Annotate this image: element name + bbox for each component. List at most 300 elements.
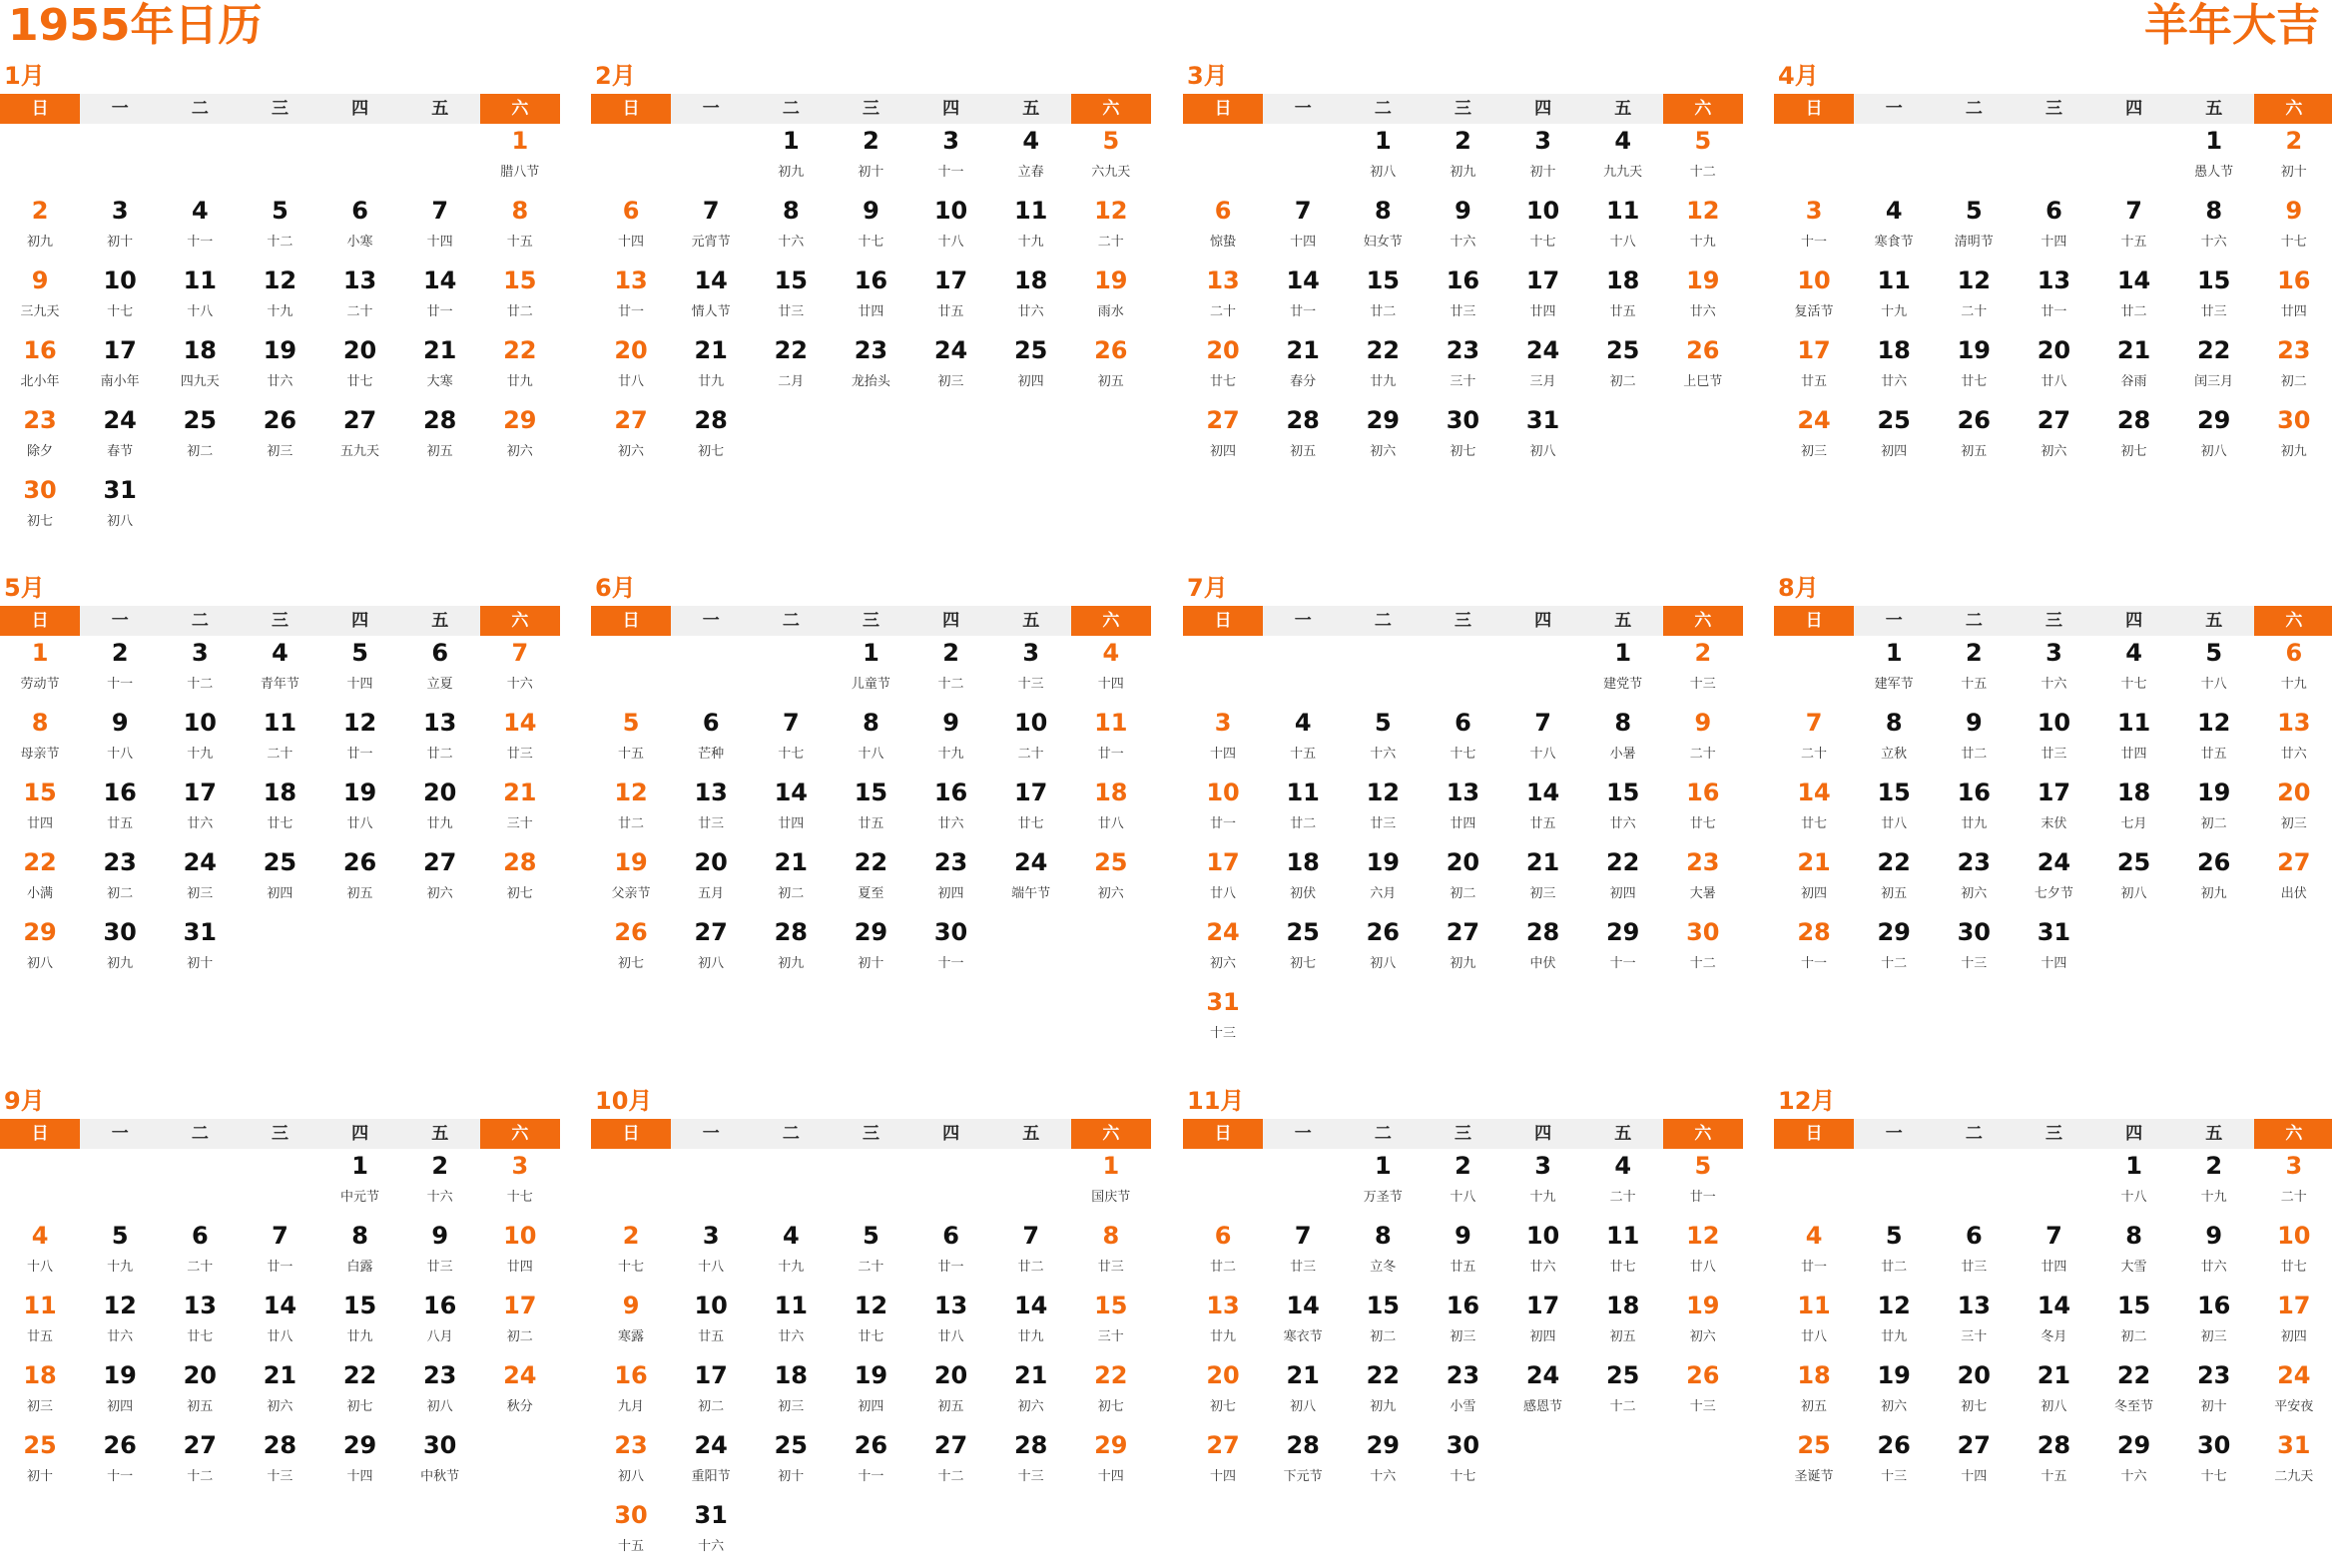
day-cell[interactable] <box>160 636 240 706</box>
day-cell[interactable] <box>671 1498 751 1568</box>
day-cell[interactable] <box>1423 706 1502 776</box>
day-cell[interactable] <box>240 263 319 333</box>
day-cell[interactable] <box>400 776 480 845</box>
day-cell[interactable] <box>911 776 991 845</box>
day-cell[interactable] <box>1934 845 2014 915</box>
day-cell[interactable] <box>1183 194 1263 263</box>
day-cell[interactable] <box>1183 263 1263 333</box>
day-cell[interactable] <box>160 706 240 776</box>
day-cell[interactable] <box>1183 776 1263 845</box>
day-cell[interactable] <box>1663 706 1743 776</box>
day-cell[interactable] <box>991 776 1071 845</box>
day-cell[interactable] <box>1934 194 2014 263</box>
day-cell[interactable] <box>911 333 991 403</box>
day-cell[interactable] <box>2174 263 2254 333</box>
day-cell[interactable] <box>2174 845 2254 915</box>
day-cell[interactable] <box>1343 1219 1423 1289</box>
day-cell[interactable] <box>831 845 910 915</box>
day-cell[interactable] <box>2094 403 2174 473</box>
day-cell[interactable] <box>1774 776 1854 845</box>
day-cell[interactable] <box>671 706 751 776</box>
day-cell[interactable] <box>1343 124 1423 194</box>
day-cell[interactable] <box>1343 194 1423 263</box>
day-cell[interactable] <box>400 194 480 263</box>
day-cell[interactable] <box>2254 403 2332 473</box>
day-cell[interactable] <box>1854 1219 1934 1289</box>
day-cell[interactable] <box>80 263 160 333</box>
day-cell[interactable] <box>2094 1219 2174 1289</box>
day-cell[interactable] <box>1343 776 1423 845</box>
day-cell[interactable] <box>0 1289 80 1358</box>
day-cell[interactable] <box>1183 1358 1263 1428</box>
day-cell[interactable] <box>911 845 991 915</box>
day-cell[interactable] <box>480 706 560 776</box>
day-cell[interactable] <box>1583 776 1663 845</box>
day-cell[interactable] <box>1503 1289 1583 1358</box>
day-cell[interactable] <box>400 1289 480 1358</box>
day-cell[interactable] <box>1774 915 1854 985</box>
day-cell[interactable] <box>1583 263 1663 333</box>
day-cell[interactable] <box>1934 263 2014 333</box>
day-cell[interactable] <box>0 915 80 985</box>
day-cell[interactable] <box>991 333 1071 403</box>
day-cell[interactable] <box>480 776 560 845</box>
day-cell[interactable] <box>2094 845 2174 915</box>
day-cell[interactable] <box>1663 263 1743 333</box>
day-cell[interactable] <box>1583 124 1663 194</box>
day-cell[interactable] <box>1263 403 1343 473</box>
day-cell[interactable] <box>1263 333 1343 403</box>
day-cell[interactable] <box>751 706 831 776</box>
day-cell[interactable] <box>831 333 910 403</box>
day-cell[interactable] <box>1263 1358 1343 1428</box>
day-cell[interactable] <box>1663 124 1743 194</box>
day-cell[interactable] <box>1423 845 1502 915</box>
day-cell[interactable] <box>240 1358 319 1428</box>
day-cell[interactable] <box>911 1428 991 1498</box>
day-cell[interactable] <box>671 915 751 985</box>
day-cell[interactable] <box>320 1149 400 1219</box>
day-cell[interactable] <box>2014 845 2093 915</box>
day-cell[interactable] <box>1503 124 1583 194</box>
day-cell[interactable] <box>2014 1289 2093 1358</box>
day-cell[interactable] <box>1663 1219 1743 1289</box>
day-cell[interactable] <box>1423 1428 1502 1498</box>
day-cell[interactable] <box>160 1358 240 1428</box>
day-cell[interactable] <box>400 263 480 333</box>
day-cell[interactable] <box>671 1289 751 1358</box>
day-cell[interactable] <box>1183 706 1263 776</box>
day-cell[interactable] <box>1854 1428 1934 1498</box>
day-cell[interactable] <box>1854 403 1934 473</box>
day-cell[interactable] <box>240 1289 319 1358</box>
day-cell[interactable] <box>2014 1358 2093 1428</box>
day-cell[interactable] <box>1071 1358 1151 1428</box>
day-cell[interactable] <box>2174 124 2254 194</box>
day-cell[interactable] <box>1183 985 1263 1055</box>
day-cell[interactable] <box>1423 1289 1502 1358</box>
day-cell[interactable] <box>591 333 671 403</box>
day-cell[interactable] <box>911 263 991 333</box>
day-cell[interactable] <box>320 194 400 263</box>
day-cell[interactable] <box>2174 636 2254 706</box>
day-cell[interactable] <box>671 403 751 473</box>
day-cell[interactable] <box>911 636 991 706</box>
day-cell[interactable] <box>1263 1428 1343 1498</box>
day-cell[interactable] <box>1423 1358 1502 1428</box>
day-cell[interactable] <box>1854 263 1934 333</box>
day-cell[interactable] <box>480 1149 560 1219</box>
day-cell[interactable] <box>1343 1289 1423 1358</box>
day-cell[interactable] <box>991 636 1071 706</box>
day-cell[interactable] <box>400 1219 480 1289</box>
day-cell[interactable] <box>671 1358 751 1428</box>
day-cell[interactable] <box>1583 1149 1663 1219</box>
day-cell[interactable] <box>1774 1289 1854 1358</box>
day-cell[interactable] <box>2254 263 2332 333</box>
day-cell[interactable] <box>1263 194 1343 263</box>
day-cell[interactable] <box>1183 915 1263 985</box>
day-cell[interactable] <box>240 1428 319 1498</box>
day-cell[interactable] <box>2094 706 2174 776</box>
day-cell[interactable] <box>1854 845 1934 915</box>
day-cell[interactable] <box>751 915 831 985</box>
day-cell[interactable] <box>671 1428 751 1498</box>
day-cell[interactable] <box>1071 194 1151 263</box>
day-cell[interactable] <box>1934 915 2014 985</box>
day-cell[interactable] <box>751 333 831 403</box>
day-cell[interactable] <box>0 263 80 333</box>
day-cell[interactable] <box>1071 1219 1151 1289</box>
day-cell[interactable] <box>1071 776 1151 845</box>
day-cell[interactable] <box>1343 915 1423 985</box>
day-cell[interactable] <box>2014 333 2093 403</box>
day-cell[interactable] <box>831 194 910 263</box>
day-cell[interactable] <box>2014 915 2093 985</box>
day-cell[interactable] <box>1663 776 1743 845</box>
day-cell[interactable] <box>2174 1289 2254 1358</box>
day-cell[interactable] <box>320 845 400 915</box>
day-cell[interactable] <box>1423 194 1502 263</box>
day-cell[interactable] <box>831 915 910 985</box>
day-cell[interactable] <box>80 776 160 845</box>
day-cell[interactable] <box>991 263 1071 333</box>
day-cell[interactable] <box>1263 706 1343 776</box>
day-cell[interactable] <box>1263 915 1343 985</box>
day-cell[interactable] <box>1503 845 1583 915</box>
day-cell[interactable] <box>80 636 160 706</box>
day-cell[interactable] <box>320 706 400 776</box>
day-cell[interactable] <box>480 1219 560 1289</box>
day-cell[interactable] <box>911 915 991 985</box>
day-cell[interactable] <box>1583 636 1663 706</box>
day-cell[interactable] <box>591 776 671 845</box>
day-cell[interactable] <box>991 845 1071 915</box>
day-cell[interactable] <box>0 194 80 263</box>
day-cell[interactable] <box>671 333 751 403</box>
day-cell[interactable] <box>591 1289 671 1358</box>
day-cell[interactable] <box>591 403 671 473</box>
day-cell[interactable] <box>400 1358 480 1428</box>
day-cell[interactable] <box>480 263 560 333</box>
day-cell[interactable] <box>2254 124 2332 194</box>
day-cell[interactable] <box>831 124 910 194</box>
day-cell[interactable] <box>2174 1358 2254 1428</box>
day-cell[interactable] <box>2254 636 2332 706</box>
day-cell[interactable] <box>591 1219 671 1289</box>
day-cell[interactable] <box>0 1358 80 1428</box>
day-cell[interactable] <box>2174 706 2254 776</box>
day-cell[interactable] <box>751 263 831 333</box>
day-cell[interactable] <box>240 333 319 403</box>
day-cell[interactable] <box>1263 1219 1343 1289</box>
day-cell[interactable] <box>240 194 319 263</box>
day-cell[interactable] <box>1854 1358 1934 1428</box>
day-cell[interactable] <box>400 845 480 915</box>
day-cell[interactable] <box>1503 403 1583 473</box>
day-cell[interactable] <box>320 1358 400 1428</box>
day-cell[interactable] <box>1343 1358 1423 1428</box>
day-cell[interactable] <box>1934 1428 2014 1498</box>
day-cell[interactable] <box>591 1358 671 1428</box>
day-cell[interactable] <box>751 1289 831 1358</box>
day-cell[interactable] <box>671 776 751 845</box>
day-cell[interactable] <box>240 403 319 473</box>
day-cell[interactable] <box>160 1219 240 1289</box>
day-cell[interactable] <box>1343 1428 1423 1498</box>
day-cell[interactable] <box>991 706 1071 776</box>
day-cell[interactable] <box>991 1358 1071 1428</box>
day-cell[interactable] <box>1071 1428 1151 1498</box>
day-cell[interactable] <box>591 1428 671 1498</box>
day-cell[interactable] <box>991 1289 1071 1358</box>
day-cell[interactable] <box>991 1219 1071 1289</box>
day-cell[interactable] <box>1663 915 1743 985</box>
day-cell[interactable] <box>671 1219 751 1289</box>
day-cell[interactable] <box>751 845 831 915</box>
day-cell[interactable] <box>1071 1289 1151 1358</box>
day-cell[interactable] <box>0 333 80 403</box>
day-cell[interactable] <box>1263 776 1343 845</box>
day-cell[interactable] <box>1934 333 2014 403</box>
day-cell[interactable] <box>160 845 240 915</box>
day-cell[interactable] <box>911 706 991 776</box>
day-cell[interactable] <box>2094 1428 2174 1498</box>
day-cell[interactable] <box>1934 706 2014 776</box>
day-cell[interactable] <box>1423 1149 1502 1219</box>
day-cell[interactable] <box>1854 194 1934 263</box>
day-cell[interactable] <box>1503 706 1583 776</box>
day-cell[interactable] <box>160 333 240 403</box>
day-cell[interactable] <box>991 1428 1071 1498</box>
day-cell[interactable] <box>2014 706 2093 776</box>
day-cell[interactable] <box>80 915 160 985</box>
day-cell[interactable] <box>80 333 160 403</box>
day-cell[interactable] <box>2014 194 2093 263</box>
day-cell[interactable] <box>1071 845 1151 915</box>
day-cell[interactable] <box>1343 1149 1423 1219</box>
day-cell[interactable] <box>1503 333 1583 403</box>
day-cell[interactable] <box>320 1428 400 1498</box>
day-cell[interactable] <box>1583 333 1663 403</box>
day-cell[interactable] <box>1503 194 1583 263</box>
day-cell[interactable] <box>320 636 400 706</box>
day-cell[interactable] <box>2174 1219 2254 1289</box>
day-cell[interactable] <box>1583 194 1663 263</box>
day-cell[interactable] <box>1774 263 1854 333</box>
day-cell[interactable] <box>160 1428 240 1498</box>
day-cell[interactable] <box>1183 1428 1263 1498</box>
day-cell[interactable] <box>1774 1428 1854 1498</box>
day-cell[interactable] <box>1583 1219 1663 1289</box>
day-cell[interactable] <box>591 263 671 333</box>
day-cell[interactable] <box>320 403 400 473</box>
day-cell[interactable] <box>2174 403 2254 473</box>
day-cell[interactable] <box>1183 403 1263 473</box>
day-cell[interactable] <box>2254 333 2332 403</box>
day-cell[interactable] <box>320 1219 400 1289</box>
day-cell[interactable] <box>1183 845 1263 915</box>
day-cell[interactable] <box>400 333 480 403</box>
day-cell[interactable] <box>1071 124 1151 194</box>
day-cell[interactable] <box>1663 194 1743 263</box>
day-cell[interactable] <box>1343 706 1423 776</box>
day-cell[interactable] <box>2014 636 2093 706</box>
day-cell[interactable] <box>0 845 80 915</box>
day-cell[interactable] <box>2254 706 2332 776</box>
day-cell[interactable] <box>911 124 991 194</box>
day-cell[interactable] <box>2094 1289 2174 1358</box>
day-cell[interactable] <box>1423 915 1502 985</box>
day-cell[interactable] <box>240 845 319 915</box>
day-cell[interactable] <box>2254 845 2332 915</box>
day-cell[interactable] <box>1503 915 1583 985</box>
day-cell[interactable] <box>1263 1289 1343 1358</box>
day-cell[interactable] <box>2174 1428 2254 1498</box>
day-cell[interactable] <box>2174 333 2254 403</box>
day-cell[interactable] <box>591 915 671 985</box>
day-cell[interactable] <box>1503 263 1583 333</box>
day-cell[interactable] <box>591 845 671 915</box>
day-cell[interactable] <box>1503 1149 1583 1219</box>
day-cell[interactable] <box>831 1428 910 1498</box>
day-cell[interactable] <box>0 473 80 543</box>
day-cell[interactable] <box>1774 706 1854 776</box>
day-cell[interactable] <box>1263 263 1343 333</box>
day-cell[interactable] <box>1503 1219 1583 1289</box>
day-cell[interactable] <box>160 263 240 333</box>
day-cell[interactable] <box>1071 263 1151 333</box>
day-cell[interactable] <box>1183 333 1263 403</box>
day-cell[interactable] <box>671 845 751 915</box>
day-cell[interactable] <box>0 636 80 706</box>
day-cell[interactable] <box>1583 1358 1663 1428</box>
day-cell[interactable] <box>2014 263 2093 333</box>
day-cell[interactable] <box>2094 776 2174 845</box>
day-cell[interactable] <box>1663 1289 1743 1358</box>
day-cell[interactable] <box>80 706 160 776</box>
day-cell[interactable] <box>591 194 671 263</box>
day-cell[interactable] <box>751 194 831 263</box>
day-cell[interactable] <box>1774 194 1854 263</box>
day-cell[interactable] <box>2174 776 2254 845</box>
day-cell[interactable] <box>1663 333 1743 403</box>
day-cell[interactable] <box>1071 706 1151 776</box>
day-cell[interactable] <box>160 403 240 473</box>
day-cell[interactable] <box>831 706 910 776</box>
day-cell[interactable] <box>400 1428 480 1498</box>
day-cell[interactable] <box>1934 1219 2014 1289</box>
day-cell[interactable] <box>1934 1358 2014 1428</box>
day-cell[interactable] <box>911 194 991 263</box>
day-cell[interactable] <box>1183 1219 1263 1289</box>
day-cell[interactable] <box>1423 124 1502 194</box>
day-cell[interactable] <box>2254 1219 2332 1289</box>
day-cell[interactable] <box>911 1289 991 1358</box>
day-cell[interactable] <box>751 124 831 194</box>
day-cell[interactable] <box>480 845 560 915</box>
day-cell[interactable] <box>2254 1358 2332 1428</box>
day-cell[interactable] <box>1854 915 1934 985</box>
day-cell[interactable] <box>400 1149 480 1219</box>
day-cell[interactable] <box>2094 1149 2174 1219</box>
day-cell[interactable] <box>831 1358 910 1428</box>
day-cell[interactable] <box>831 636 910 706</box>
day-cell[interactable] <box>320 263 400 333</box>
day-cell[interactable] <box>751 1428 831 1498</box>
day-cell[interactable] <box>80 194 160 263</box>
day-cell[interactable] <box>1343 263 1423 333</box>
day-cell[interactable] <box>400 706 480 776</box>
day-cell[interactable] <box>1071 1149 1151 1219</box>
day-cell[interactable] <box>2254 776 2332 845</box>
day-cell[interactable] <box>1423 263 1502 333</box>
day-cell[interactable] <box>1934 403 2014 473</box>
day-cell[interactable] <box>1343 333 1423 403</box>
day-cell[interactable] <box>0 1219 80 1289</box>
day-cell[interactable] <box>831 1219 910 1289</box>
day-cell[interactable] <box>991 194 1071 263</box>
day-cell[interactable] <box>2254 194 2332 263</box>
day-cell[interactable] <box>1423 403 1502 473</box>
day-cell[interactable] <box>160 1289 240 1358</box>
day-cell[interactable] <box>480 124 560 194</box>
day-cell[interactable] <box>831 263 910 333</box>
day-cell[interactable] <box>1854 776 1934 845</box>
day-cell[interactable] <box>80 403 160 473</box>
day-cell[interactable] <box>0 776 80 845</box>
day-cell[interactable] <box>1774 1219 1854 1289</box>
day-cell[interactable] <box>480 1289 560 1358</box>
day-cell[interactable] <box>240 1219 319 1289</box>
day-cell[interactable] <box>2254 1289 2332 1358</box>
day-cell[interactable] <box>2094 263 2174 333</box>
day-cell[interactable] <box>1934 1289 2014 1358</box>
day-cell[interactable] <box>1503 776 1583 845</box>
day-cell[interactable] <box>320 776 400 845</box>
day-cell[interactable] <box>1423 333 1502 403</box>
day-cell[interactable] <box>591 706 671 776</box>
day-cell[interactable] <box>80 473 160 543</box>
day-cell[interactable] <box>160 194 240 263</box>
day-cell[interactable] <box>2254 1428 2332 1498</box>
day-cell[interactable] <box>2014 776 2093 845</box>
day-cell[interactable] <box>0 1428 80 1498</box>
day-cell[interactable] <box>1774 1358 1854 1428</box>
day-cell[interactable] <box>80 845 160 915</box>
day-cell[interactable] <box>1934 776 2014 845</box>
day-cell[interactable] <box>80 1219 160 1289</box>
